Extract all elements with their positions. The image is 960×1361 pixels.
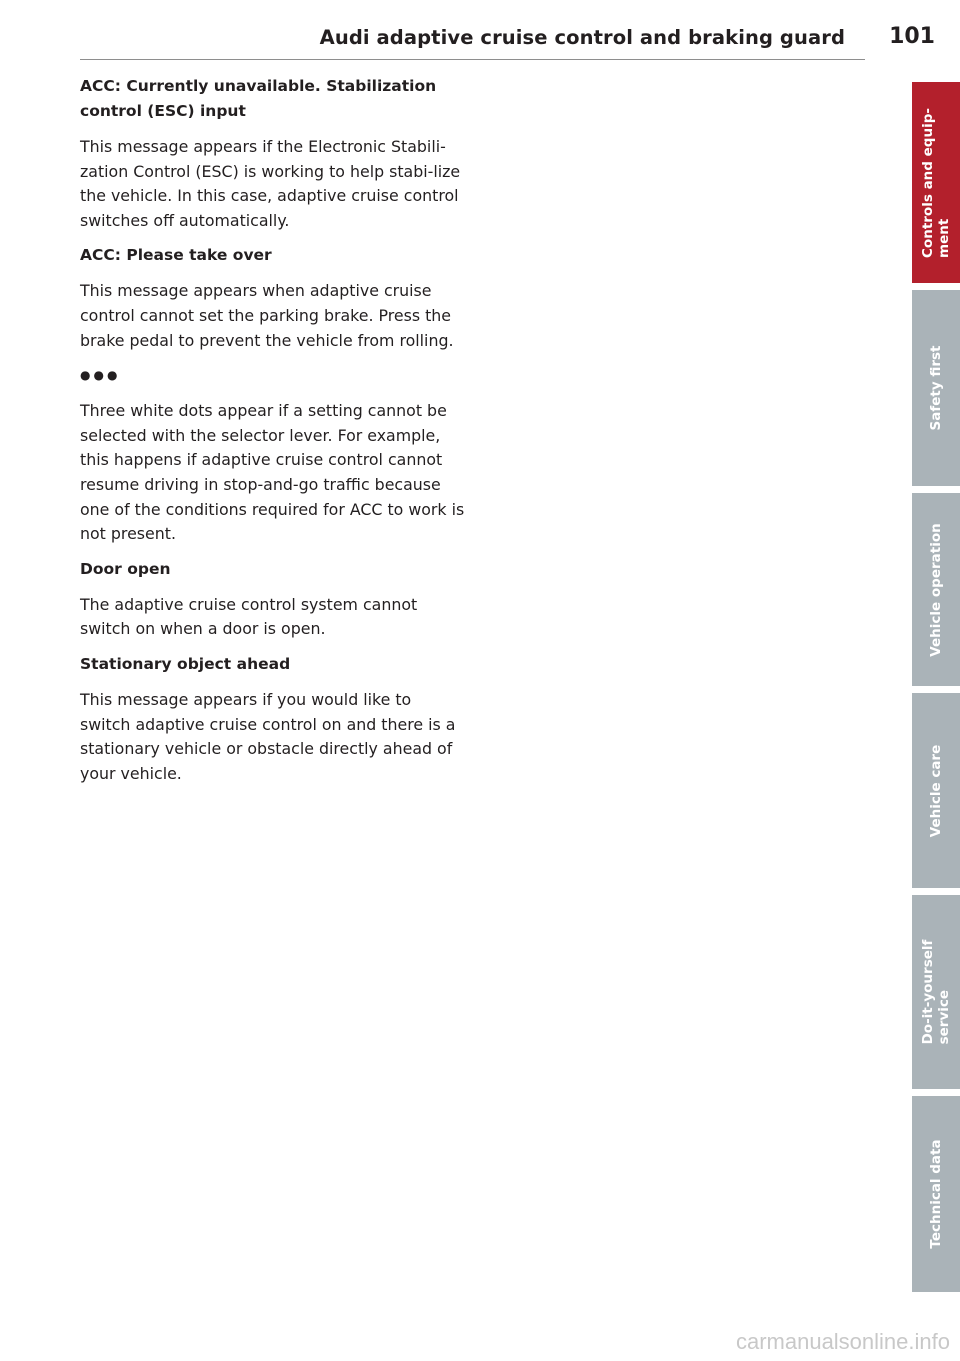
- tab-label: Do-it-yourself service: [920, 939, 952, 1045]
- section-stationary-object: [80, 652, 465, 786]
- three-dots-symbol: ●●●: [80, 368, 121, 383]
- header-divider: [80, 59, 865, 60]
- section-body: Three white dots appear if a setting cannot be selected with the selector lever. For example, this happens if adaptive cruise control cannot resume driving in stop-and-go traffic because one of the conditions required for ACC to work is not present.: [80, 401, 465, 544]
- tab-technical-data[interactable]: [912, 1096, 960, 1292]
- page-number: 101: [889, 24, 935, 49]
- section-heading: Door open: [80, 559, 171, 578]
- section-body: The adaptive cruise control system cannot switch on when a door is open.: [80, 594, 418, 639]
- section-body: This message appears when adaptive cruise control cannot set the parking brake. Press the brake pedal to prevent the vehicle from rolling.: [80, 281, 454, 350]
- section-heading: [80, 74, 465, 124]
- main-content: [80, 74, 465, 796]
- tab-label: Vehicle care: [928, 744, 944, 837]
- section-door-open: [80, 557, 465, 642]
- page-header: [80, 24, 935, 64]
- section-heading: Stationary object ahead: [80, 654, 291, 673]
- section-heading: ACC: Please take over: [80, 246, 272, 265]
- section-three-dots: [80, 363, 465, 547]
- section-acc-unavailable: [80, 74, 465, 233]
- heading-line: control (ESC) input: [80, 102, 246, 120]
- tab-label: Controls and equip- ment: [920, 107, 952, 258]
- tab-controls-and-equipment[interactable]: [912, 82, 960, 283]
- chapter-title: Audi adaptive cruise control and braking guard: [319, 26, 845, 49]
- heading-line: ACC: Currently unavailable. Stabilization: [80, 77, 437, 95]
- section-body: This message appears if you would like to switch adaptive cruise control on and there is a stationary vehicle or obstacle directly ahead of your vehicle.: [80, 689, 456, 783]
- tab-label: Vehicle operation: [928, 522, 944, 657]
- tab-do-it-yourself-service[interactable]: [912, 895, 960, 1089]
- section-acc-take-over: [80, 243, 465, 353]
- tab-safety-first[interactable]: [912, 290, 960, 486]
- tab-label: Safety first: [928, 345, 944, 431]
- section-body: This message appears if the Electronic Stabili-zation Control (ESC) is working to help stabi-lize the vehicle. In this case, adaptive cruise control switches off automatically.: [80, 137, 461, 230]
- tab-label: Technical data: [928, 1139, 944, 1249]
- watermark: carmanualsonline.info: [735, 1329, 950, 1354]
- tab-vehicle-operation[interactable]: [912, 493, 960, 686]
- tab-vehicle-care[interactable]: [912, 693, 960, 888]
